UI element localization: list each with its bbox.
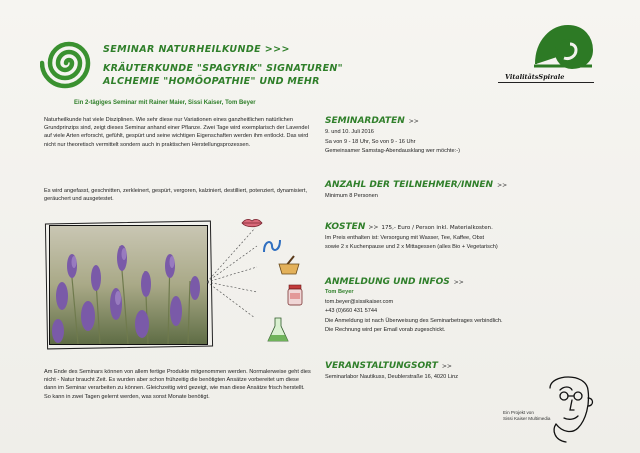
logo-underline [498,82,594,83]
seminar-topics-line1: KRÄUTERKUNDE "SPAGYRIK" SIGNATUREN" [103,63,343,74]
contact-name: Tom Beyer [325,289,354,295]
face-sketch-icon [536,368,602,446]
contact-phone[interactable]: +43 (0)660 431 5744 [325,308,378,314]
section-heading [325,277,625,287]
invoice-note: Die Rechnung wird per Email vorab zugeschickt. [325,327,446,333]
venue-line: Seminarlabor Nautikuss, Deublerstraße 16, 4020 Linz [325,374,459,380]
section-kosten [325,222,625,253]
lavender-photo [49,225,208,345]
section-heading [325,116,615,126]
credit-line-1: Ein Projekt von [503,410,534,415]
seminar-topics-line2: ALCHEMIE "HOMÖOPATHIE" UND MEHR [103,76,320,87]
jar-icon [286,283,304,307]
participants-line: Minimum 8 Personen [325,193,378,199]
flask-icon [266,316,290,344]
arrow-glyph: >> [453,279,464,286]
section-anmeldung [325,277,625,336]
heading-text: SEMINARDATEN [325,116,405,126]
evening-line: Gemeinsamer Samstag-Abendausklang wer möchte:-) [325,148,460,154]
wave-icon [262,236,282,256]
heading-text: ANZAHL DER TEILNEHMER/INNEN [325,180,494,190]
arrow-glyph: >> [441,363,452,370]
price-line: 175,- Euro / Person inkl. Materialkosten. [381,225,493,231]
arrow-glyph: >> [497,182,508,189]
included-line: Im Preis enthalten ist: Versorgung mit Wasser, Tee, Kaffee, Obst [325,234,485,241]
date-line: 9. und 10. Juli 2016 [325,129,374,135]
credit-line-2: Sissi Kaiser Multimedia [503,416,551,421]
mortar-icon [276,254,302,276]
logo-wordmark: VitalitätsSpirale [505,73,565,81]
lips-icon [240,216,264,230]
section-heading [325,180,615,190]
section-heading [325,222,625,234]
spiral-icon [40,34,98,92]
intro-paragraph-3: Am Ende des Seminars können von allem fertige Produkte mitgenommen werden. Normalerweise geht dies nicht - Natur braucht Zeit. Es wurden aber schon frühzeitig die benötigten Ansätze vorbereitet um diese dann im Seminar verarbeiten zu können. Gleichzeitig wird gezeigt, wie man diese Ansätze frisch herstellt. So kann in zwei Tagen gelernt werden, was sonst Monate benötigt. [44,369,311,400]
registration-note: Die Anmeldung ist nach Überweisung des Seminarbetrages verbindlich. [325,317,503,324]
contact-email[interactable]: tom.beyer@sissikaiser.com [325,298,394,305]
snail-logo-icon [530,20,596,70]
heading-text: KOSTEN [325,222,366,232]
seminar-subtitle: Ein 2-tägiges Seminar mit Rainer Maier, Sissi Kaiser, Tom Beyer [74,100,256,106]
process-arrows [205,222,265,347]
intro-paragraph-2: Es wird angefasst, geschnitten, zerkleinert, gespürt, vergoren, kalziniert, destilliert, potenziert, dynamisiert, geräuchert und ausgetestet. [44,188,308,203]
project-credit [503,410,550,422]
section-teilnehmer [325,180,615,202]
heading-text: ANMELDUNG UND INFOS [325,277,450,287]
section-seminardaten [325,116,615,157]
meals-line: sowie 2 x Kuchenpause und 2 x Mittagessen (alles Bio + Vegetarisch) [325,244,498,250]
seminar-title: SEMINAR NATURHEILKUNDE >>> [103,44,290,55]
intro-paragraph-1: Naturheilkunde hat viele Disziplinen. Wie sehr diese nur Variationen eines ganzheitlichen natürlichen Grundprinzips sind, zeigt dieses Seminar anhand einer Pflanze. Zwei Tage wird exemplarisch der Lavendel auf viele Arten erforscht, gefühlt, gespürt und seine wichtigen Eigenschaften werden ihm entlockt. Das wird nicht nur theoretisch vermittelt sondern auch in praktischen Herstellungsprozessen. [44,117,309,148]
arrow-glyph: >> [408,118,419,125]
arrow-glyph: >> [368,224,379,231]
heading-text: VERANSTALTUNGSORT [325,361,438,371]
time-line: Sa von 9 - 18 Uhr, So von 9 - 16 Uhr [325,138,416,145]
